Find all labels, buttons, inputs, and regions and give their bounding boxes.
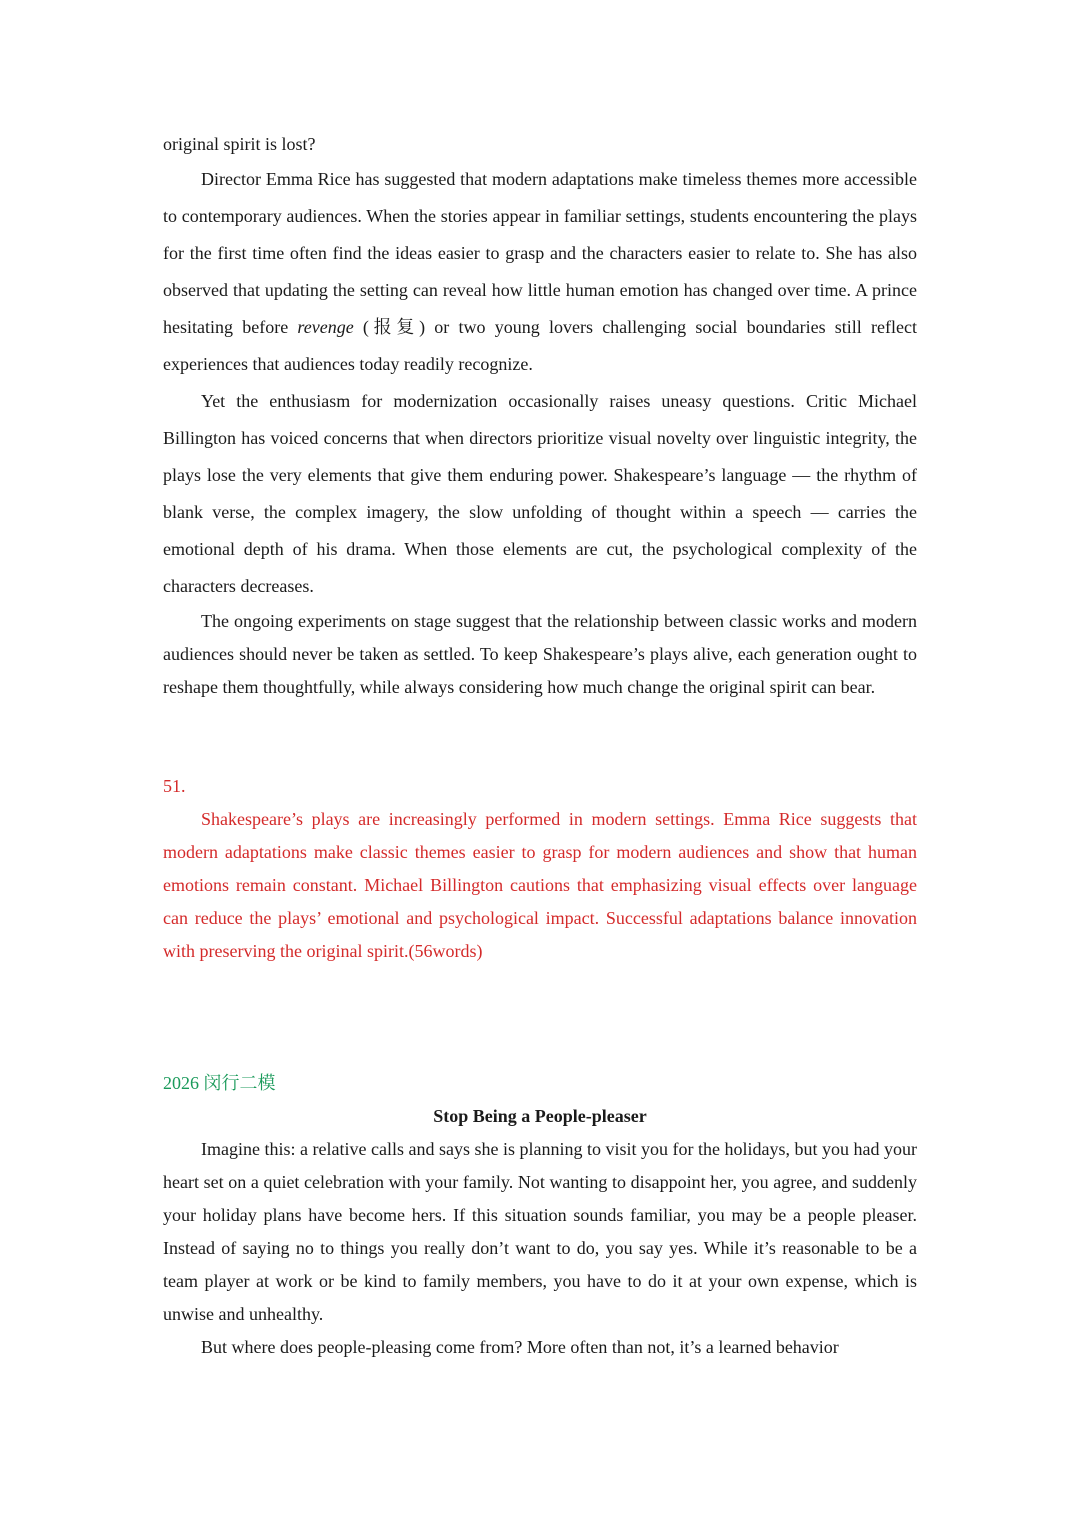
passage1-p1-italic-word: revenge [297, 317, 354, 337]
passage2-paragraph-1: Imagine this: a relative calls and says she is planning to visit you for the holidays, but you had your heart set on a quiet celebration with your family. Not wanting to disappoint her, you agree, and suddenly your holiday plans have become hers. If this situation sounds familiar, you may be a people pleaser. Instead of saying no to things you really don’t want to do, you say yes. While it’s reasonable to be a team player at work or be kind to family members, you have to do it at your own expense, which is unwise and unhealthy. [163, 1139, 917, 1324]
section-spacer [163, 968, 917, 1067]
answer-summary: Shakespeare’s plays are increasingly performed in modern settings. Emma Rice suggests that modern adaptations make classic themes easier to grasp for modern audiences and show that human emotions remain constant. Michael Billington cautions that emphasizing visual effects over language can reduce the plays’ emotional and psychological impact. Successful adaptations balance innovation with preserving the original spirit.(56words) [163, 809, 917, 961]
source-tag: 2026 闵行二模 [163, 1073, 276, 1093]
passage1-p1-text-b: (报复) or two young lovers challenging social boundaries still reflect experiences that audiences today readily recognize. [163, 317, 917, 374]
passage1-paragraph-3: The ongoing experiments on stage suggest that the relationship between classic works and modern audiences should never be taken as settled. To keep Shakespeare’s plays alive, each generation ought to reshape them thoughtfully, while always considering how much change the original spirit can bear. [163, 611, 917, 697]
document-page [163, 128, 917, 1364]
question-number: 51. [163, 776, 186, 796]
passage1-paragraph-1 [163, 161, 917, 383]
passage1-opening-line: original spirit is lost? [163, 134, 316, 154]
passage1-paragraph-2: Yet the enthusiasm for modernization occasionally raises uneasy questions. Critic Michael Billington has voiced concerns that when directors prioritize visual novelty over linguistic integrity, the plays lose the very elements that give them enduring power. Shakespeare’s language — the rhythm of blank verse, the complex imagery, the slow unfolding of thought within a speech — carries the emotional depth of his drama. When those elements are cut, the psychological complexity of the characters decreases. [163, 391, 917, 596]
passage1-p1-text-a: Director Emma Rice has suggested that modern adaptations make timeless themes more accessible to contemporary audiences. When the stories appear in familiar settings, students encountering the plays for the first time often find the ideas easier to grasp and the characters easier to relate to. She has also observed that updating the setting can reveal how little human emotion has changed over time. A prince hesitating before [163, 169, 917, 337]
section-spacer [163, 704, 917, 770]
passage2-paragraph-2: But where does people-pleasing come from? More often than not, it’s a learned behavior [201, 1337, 839, 1357]
passage2-title: Stop Being a People-pleaser [433, 1106, 647, 1126]
